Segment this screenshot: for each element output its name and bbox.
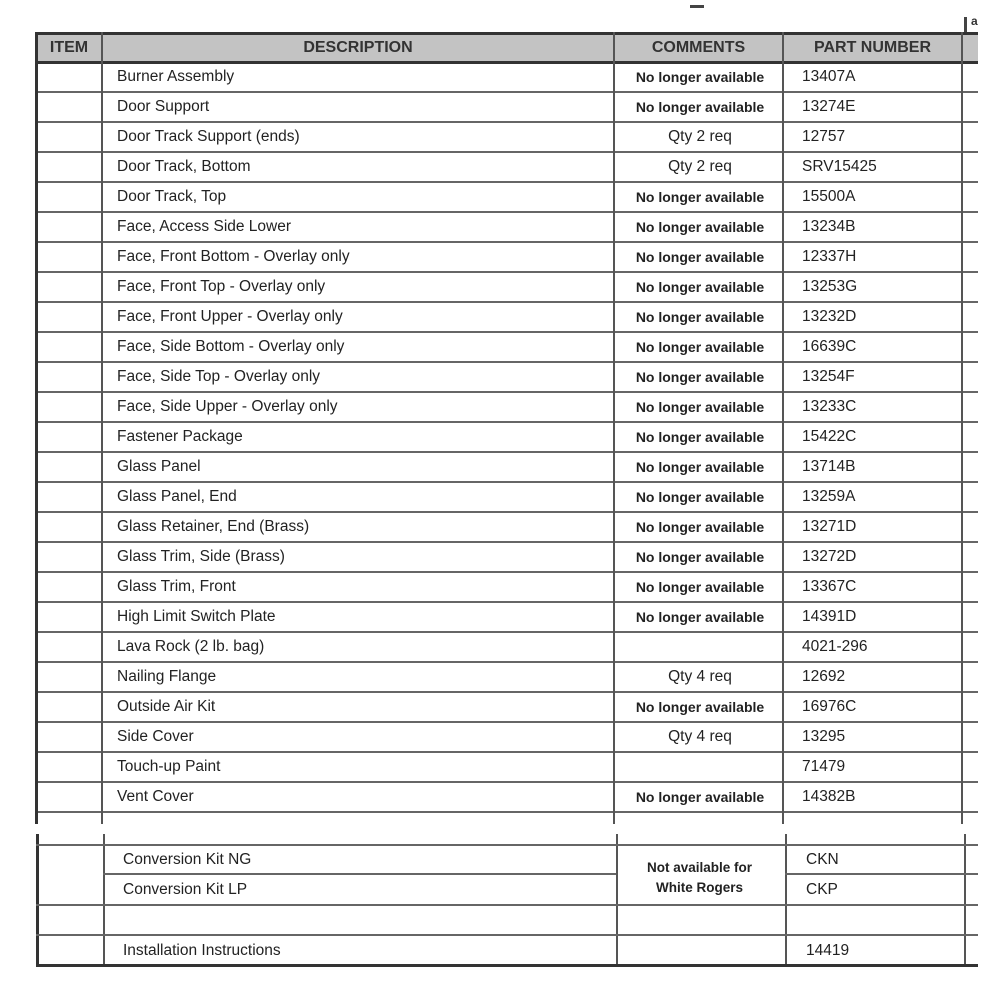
part-number: 16639C xyxy=(802,338,857,355)
part-number: 15500A xyxy=(802,188,856,205)
part-number: SRV15425 xyxy=(802,158,877,175)
part-description: Glass Trim, Front xyxy=(117,578,236,595)
part-description: Vent Cover xyxy=(117,788,194,805)
row-divider xyxy=(35,61,978,64)
column-divider xyxy=(35,32,38,824)
part-comment: Qty 2 req xyxy=(668,158,732,175)
part-description: Outside Air Kit xyxy=(117,698,216,715)
part-comment: No longer available xyxy=(635,69,765,85)
row-divider xyxy=(36,781,978,783)
row-divider xyxy=(785,873,978,875)
part-description: Face, Access Side Lower xyxy=(117,218,292,235)
row-divider xyxy=(36,331,978,333)
row-divider xyxy=(36,301,978,303)
column-divider xyxy=(961,32,963,824)
row-divider xyxy=(36,91,978,93)
part-number: 13234B xyxy=(802,218,856,235)
part-number: 13259A xyxy=(802,488,856,505)
part-number: 13253G xyxy=(802,278,858,295)
part-number: 13271D xyxy=(802,518,857,535)
kit-part-number-lp: CKP xyxy=(806,881,838,898)
kit-comment-line-1: Not available for xyxy=(646,860,753,875)
part-comment: No longer available xyxy=(635,99,765,115)
column-divider xyxy=(613,32,615,824)
part-description: Face, Front Bottom - Overlay only xyxy=(117,248,350,265)
part-comment: No longer available xyxy=(635,549,765,565)
kit-part-number-ng: CKN xyxy=(806,851,839,868)
part-description: Face, Front Upper - Overlay only xyxy=(117,308,343,325)
row-divider xyxy=(36,481,978,483)
row-divider xyxy=(36,361,978,363)
row-divider xyxy=(36,964,978,967)
header-part-number: PART NUMBER xyxy=(783,33,962,62)
part-description: Fastener Package xyxy=(117,428,243,445)
header-description: DESCRIPTION xyxy=(102,33,614,62)
part-number: 13254F xyxy=(802,368,855,385)
part-comment: No longer available xyxy=(635,219,765,235)
part-description: Door Track, Bottom xyxy=(117,158,251,175)
part-description: High Limit Switch Plate xyxy=(117,608,276,625)
row-divider xyxy=(36,391,978,393)
header-overflow xyxy=(962,33,978,62)
kit-shared-comment xyxy=(616,858,783,898)
header-comments: COMMENTS xyxy=(614,33,783,62)
part-comment: No longer available xyxy=(635,609,765,625)
part-number: 13407A xyxy=(802,68,856,85)
part-comment: No longer available xyxy=(635,189,765,205)
row-divider xyxy=(36,511,978,513)
part-description: Face, Side Bottom - Overlay only xyxy=(117,338,345,355)
row-divider xyxy=(36,541,978,543)
part-description: Door Track Support (ends) xyxy=(117,128,300,145)
row-divider xyxy=(36,811,978,813)
part-comment: No longer available xyxy=(635,429,765,445)
part-description: Face, Front Top - Overlay only xyxy=(117,278,326,295)
row-divider xyxy=(36,751,978,753)
part-number: 71479 xyxy=(802,758,846,775)
kit-description-lp: Conversion Kit LP xyxy=(123,881,248,898)
install-description: Installation Instructions xyxy=(123,942,281,959)
part-comment: No longer available xyxy=(635,489,765,505)
row-divider xyxy=(36,904,978,906)
part-comment xyxy=(619,756,781,778)
part-comment: No longer available xyxy=(635,279,765,295)
column-divider xyxy=(964,834,966,966)
row-divider xyxy=(36,421,978,423)
part-description: Door Track, Top xyxy=(117,188,227,205)
part-number: 12692 xyxy=(802,668,846,685)
part-comment: No longer available xyxy=(635,369,765,385)
part-description: Door Support xyxy=(117,98,210,115)
part-number: 4021-296 xyxy=(802,638,868,655)
row-divider xyxy=(36,721,978,723)
row-divider xyxy=(36,151,978,153)
part-comment: No longer available xyxy=(635,519,765,535)
kit-description-ng: Conversion Kit NG xyxy=(123,851,252,868)
stray-mark xyxy=(690,5,704,8)
part-comment: No longer available xyxy=(635,249,765,265)
install-part-number: 14419 xyxy=(806,942,850,959)
part-number: 14391D xyxy=(802,608,857,625)
column-divider xyxy=(103,834,105,966)
row-divider xyxy=(36,241,978,243)
part-comment: No longer available xyxy=(635,459,765,475)
column-divider xyxy=(785,834,787,966)
part-number: 12337H xyxy=(802,248,857,265)
part-number: 13233C xyxy=(802,398,857,415)
row-divider xyxy=(36,691,978,693)
part-number: 13274E xyxy=(802,98,856,115)
part-description: Touch-up Paint xyxy=(117,758,221,775)
part-number: 13295 xyxy=(802,728,846,745)
part-comment: No longer available xyxy=(635,789,765,805)
part-description: Glass Retainer, End (Brass) xyxy=(117,518,310,535)
row-divider xyxy=(103,873,616,875)
part-number: 13367C xyxy=(802,578,857,595)
part-comment: No longer available xyxy=(635,339,765,355)
column-divider xyxy=(36,834,39,966)
part-number: 14382B xyxy=(802,788,856,805)
column-divider xyxy=(616,834,618,966)
part-description: Burner Assembly xyxy=(117,68,235,85)
part-description: Face, Side Top - Overlay only xyxy=(117,368,321,385)
row-divider xyxy=(35,32,978,35)
part-comment: No longer available xyxy=(635,579,765,595)
part-comment xyxy=(619,636,781,658)
part-description: Lava Rock (2 lb. bag) xyxy=(117,638,265,655)
part-comment: No longer available xyxy=(635,399,765,415)
row-divider xyxy=(36,181,978,183)
part-comment: No longer available xyxy=(635,699,765,715)
part-description: Side Cover xyxy=(117,728,194,745)
row-divider xyxy=(36,631,978,633)
row-divider xyxy=(36,451,978,453)
part-comment: Qty 2 req xyxy=(668,128,732,145)
row-divider xyxy=(36,121,978,123)
row-divider xyxy=(36,601,978,603)
part-number: 13232D xyxy=(802,308,857,325)
row-divider xyxy=(36,211,978,213)
row-divider xyxy=(36,844,978,846)
kit-comment-line-2: White Rogers xyxy=(655,880,743,895)
part-comment: No longer available xyxy=(635,309,765,325)
part-comment: Qty 4 req xyxy=(668,728,732,745)
column-divider xyxy=(782,32,784,824)
part-description: Face, Side Upper - Overlay only xyxy=(117,398,338,415)
row-divider xyxy=(36,661,978,663)
part-number: 13272D xyxy=(802,548,857,565)
part-number: 15422C xyxy=(802,428,857,445)
row-divider xyxy=(36,271,978,273)
part-number: 12757 xyxy=(802,128,846,145)
header-item: ITEM xyxy=(36,33,102,62)
part-description: Glass Panel xyxy=(117,458,201,475)
row-divider xyxy=(36,934,978,936)
row-divider xyxy=(36,571,978,573)
part-comment: Qty 4 req xyxy=(668,668,732,685)
part-description: Glass Trim, Side (Brass) xyxy=(117,548,285,565)
part-description: Nailing Flange xyxy=(117,668,217,685)
part-number: 13714B xyxy=(802,458,856,475)
part-description: Glass Panel, End xyxy=(117,488,237,505)
part-number: 16976C xyxy=(802,698,857,715)
column-divider xyxy=(101,32,103,824)
adjacent-column-border xyxy=(964,17,967,33)
adjacent-column-fragment: a xyxy=(971,14,978,28)
